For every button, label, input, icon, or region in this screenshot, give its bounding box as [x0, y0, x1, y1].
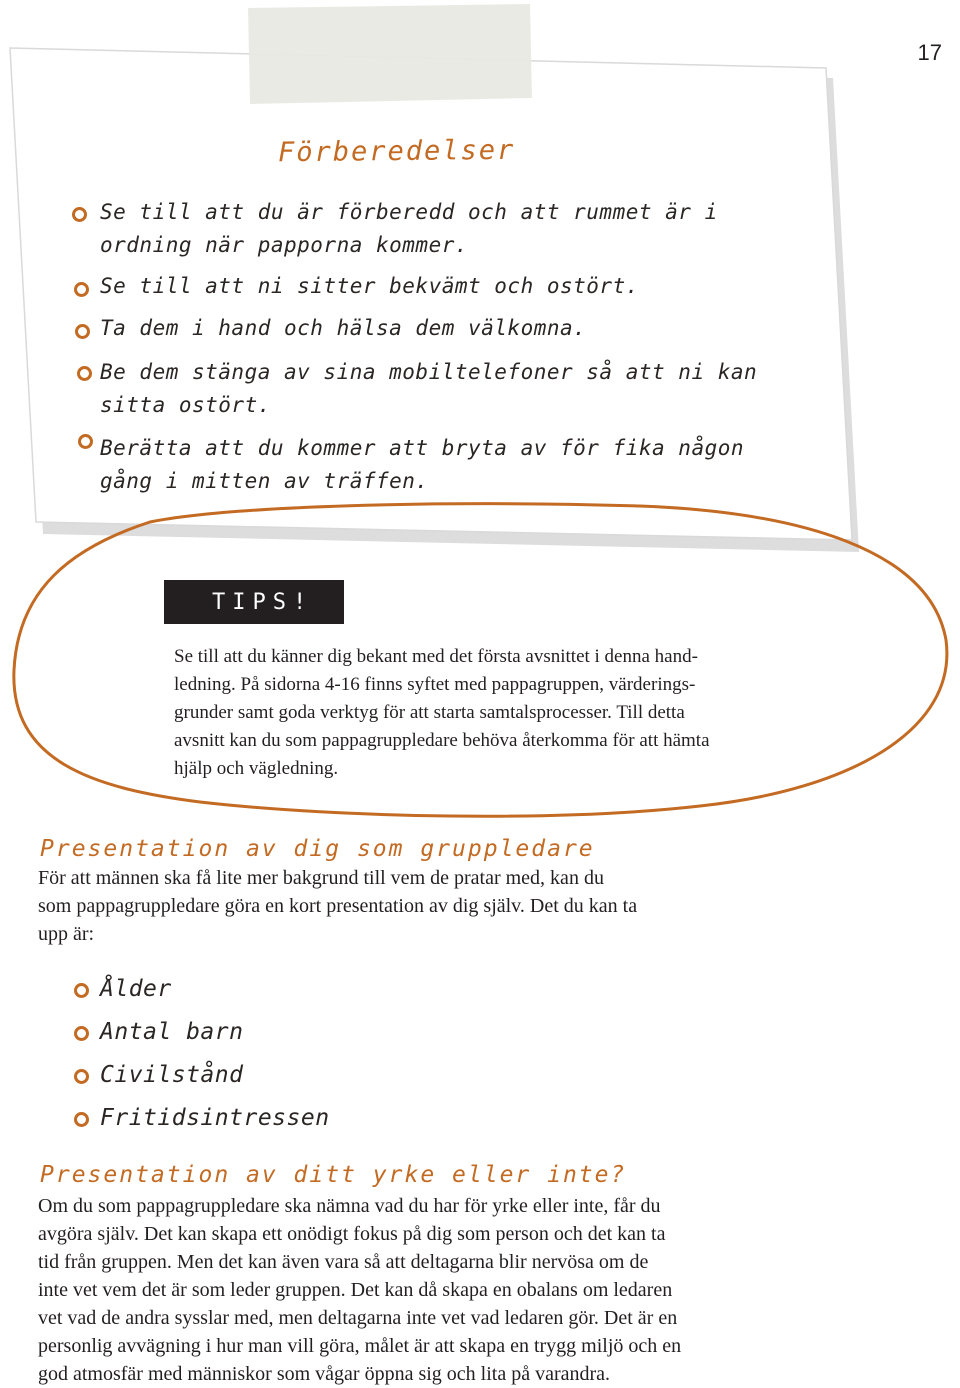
bullet-circle-icon — [77, 366, 92, 381]
profession-line: inte vet vem det är som leder gruppen. Det kan då skapa en obalans om ledaren — [38, 1279, 673, 1301]
preparation-item — [100, 312, 800, 345]
tips-line: ledning. På sidorna 4-16 finns syftet med pappagruppen, värderings- — [174, 674, 696, 695]
item-line: sitta ostört. — [100, 393, 271, 417]
tips-line: avsnitt kan du som pappagruppledare behöva återkomma för att hämta — [174, 730, 710, 751]
profession-line: vet vad de andra sysslar med, men deltagarna inte vet vad ledaren gör. Det är en — [38, 1307, 678, 1329]
presentation-item: Fritidsintressen — [100, 1105, 330, 1131]
presentation-heading: Presentation av dig som gruppledare — [40, 836, 595, 862]
profession-line: god atmosfär med människor som vågar öppna sig och lita på varandra. — [38, 1363, 611, 1385]
bullet-circle-icon — [75, 324, 90, 339]
presentation-item: Antal barn — [100, 1019, 244, 1045]
item-line: Be dem stänga av sina mobiltelefoner så att ni kan — [100, 360, 758, 384]
preparations-title: Förberedelser — [277, 134, 516, 169]
presentation-line: som pappagruppledare göra en kort presentation av dig själv. Det du kan ta — [38, 895, 638, 917]
profession-line: Om du som pappagruppledare ska nämna vad du har för yrke eller inte, får du — [38, 1195, 661, 1217]
bullet-circle-icon — [72, 207, 87, 222]
page-number: 17 — [917, 40, 942, 65]
preparations-list — [0, 0, 960, 560]
tips-line: Se till att du känner dig bekant med det första avsnittet i denna hand- — [174, 646, 698, 667]
preparation-item — [100, 356, 800, 422]
presentation-text — [38, 864, 918, 948]
bullet-circle-icon — [74, 1112, 89, 1127]
preparation-item — [100, 432, 800, 498]
bullet-circle-icon — [74, 1026, 89, 1041]
presentation-line: upp är: — [38, 923, 95, 945]
tips-text — [174, 643, 854, 783]
item-line: gång i mitten av träffen. — [100, 469, 429, 493]
item-line: Ta dem i hand och hälsa dem välkomna. — [100, 316, 587, 340]
profession-line: avgöra själv. Det kan skapa ett onödigt fokus på dig som person och det kan ta — [38, 1223, 666, 1245]
profession-line: tid från gruppen. Men det kan även vara så att deltagarna blir nervösa om de — [38, 1251, 649, 1273]
preparation-item — [100, 270, 800, 303]
item-line: Berätta att du kommer att bryta av för fika någon — [100, 436, 745, 460]
preparation-item — [100, 196, 800, 262]
profession-text — [38, 1192, 918, 1388]
bullet-circle-icon — [78, 434, 93, 449]
tips-line: hjälp och vägledning. — [174, 758, 339, 779]
presentation-line: För att männen ska få lite mer bakgrund till vem de pratar med, kan du — [38, 867, 604, 889]
presentation-item: Civilstånd — [100, 1062, 244, 1088]
presentation-item: Ålder — [100, 976, 172, 1002]
profession-heading: Presentation av ditt yrke eller inte? — [40, 1162, 627, 1188]
tips-badge: TIPS! — [164, 580, 344, 624]
bullet-circle-icon — [74, 1069, 89, 1084]
item-line: Se till att ni sitter bekvämt och ostört. — [100, 274, 639, 298]
bullet-circle-icon — [74, 282, 89, 297]
tips-line: grunder samt goda verktyg för att starta samtalsprocesser. Till detta — [174, 702, 685, 723]
bullet-circle-icon — [74, 983, 89, 998]
preparations-note — [0, 0, 960, 560]
item-line: Se till att du är förberedd och att rummet är i — [100, 200, 718, 224]
profession-line: personlig avvägning i hur man vill göra, målet är att skapa en trygg miljö och en — [38, 1335, 682, 1357]
item-line: ordning när papporna kommer. — [100, 233, 469, 257]
